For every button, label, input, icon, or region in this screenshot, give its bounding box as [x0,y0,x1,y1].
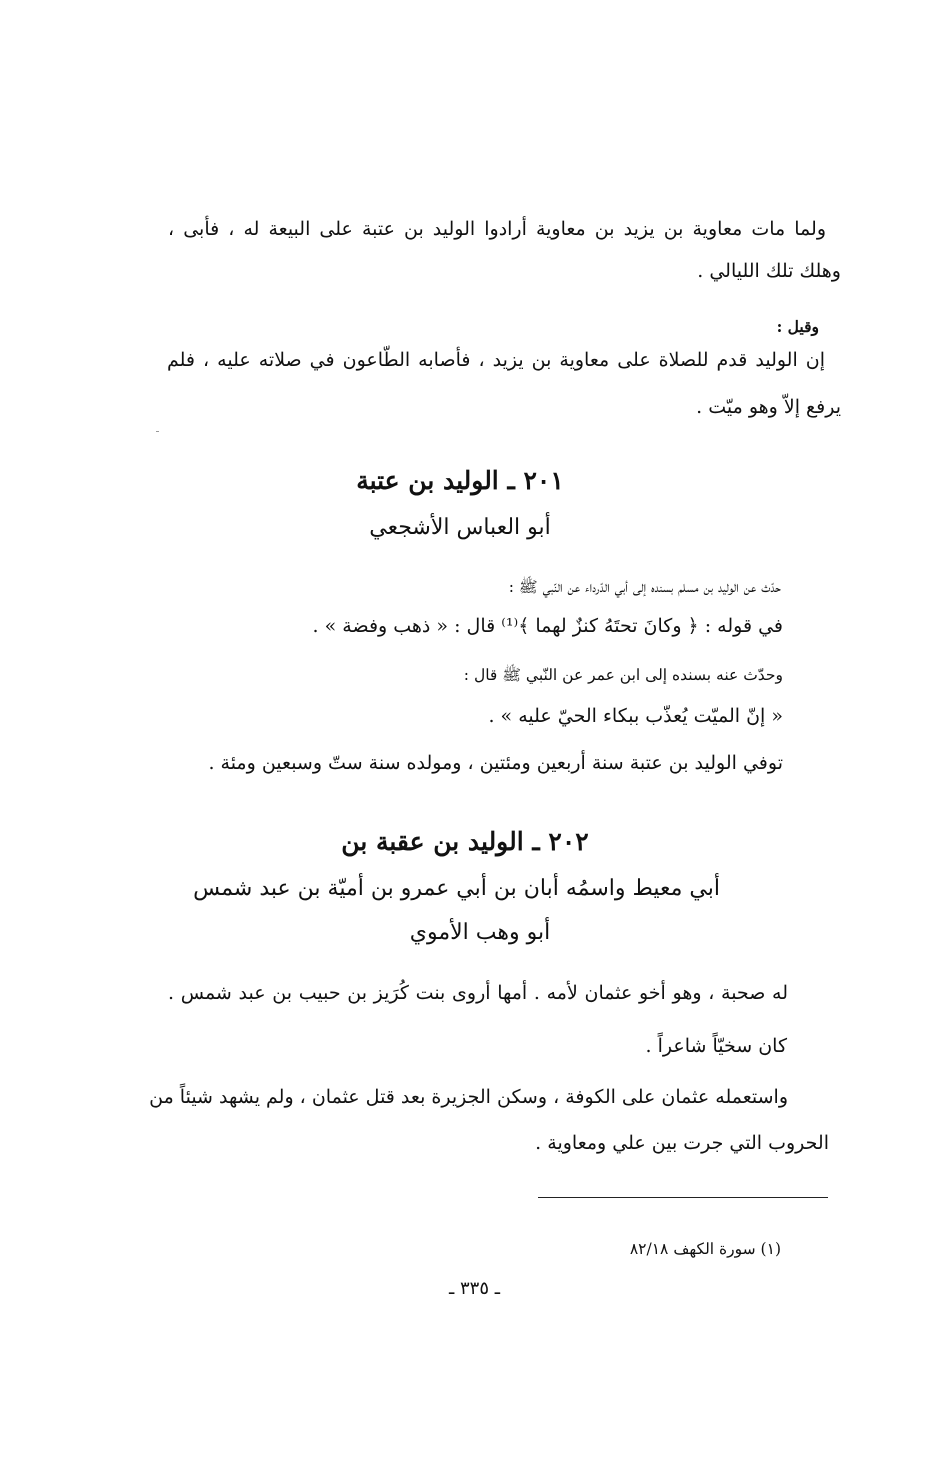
footnote: (١) سورة الكهف ٨٢/١٨ [629,1240,781,1258]
entry-201-line-2: في قوله : ﴿ وكانَ تحتَهُ كنزٌ لهما ﴾⁽¹⁾ قال : « ذهب وفضة » . [312,615,783,637]
entry-202-line-3: واستعمله عثمان على الكوفة ، وسكن الجزيرة بعد قتل عثمان ، ولم يشهد شيئاً من [149,1086,788,1108]
entry-202-subtitle-2: أبو وهب الأموي [409,920,551,945]
entry-201-line-4: « إنّ الميّت يُعذّب ببكاء الحيّ عليه » . [488,705,783,727]
entry-202-title: ٢٠٢ ـ الوليد بن عقبة بن [341,827,589,856]
entry-202-line-4: الحروب التي جرت بين علي ومعاوية . [535,1132,829,1154]
entry-202-subtitle-1: أبي معيط واسمُه أبان بن أبي عمرو بن أميّة بن عبد شمس [193,876,720,901]
footnote-separator [538,1197,828,1198]
page-number: ـ ٣٣٥ ـ [448,1278,500,1299]
entry-202-line-1: له صحبة ، وهو أخو عثمان لأمه . أمها أروى بنت كُرَيز بن حبيب بن عبد شمس . [168,982,788,1004]
entry-201-title: ٢٠١ ـ الوليد بن عتبة [356,466,564,495]
qila-line-1: إن الوليد قدم للصلاة على معاوية بن يزيد ، فأصابه الطّاعون في صلاته عليه ، فلم [167,349,825,371]
qila-line-2: يرفع إلاّ وهو ميّت . [696,396,841,418]
entry-202-line-2: كان سخيّاً شاعراً . [645,1035,787,1057]
paragraph-1-line-2: وهلك تلك الليالي . [697,260,841,282]
entry-201-line-1: حدّث عن الوليد بن مسلم بسنده إلى أبي الدّرداء عن النّبي ﷺ : [508,578,781,596]
qila-label: وقيل : [776,317,819,336]
entry-201-line-5: توفي الوليد بن عتبة سنة أربعين ومئتين ، ومولده سنة ستّ وسبعين ومئة . [208,752,783,774]
entry-201-line-3: وحدّث عنه بسنده إلى ابن عمر عن النّبي ﷺ قال : [463,666,783,684]
scan-mark [156,431,159,432]
paragraph-1-line-1: ولما مات معاوية بن يزيد بن معاوية أرادوا الوليد بن عتبة على البيعة له ، فأبى ، [168,218,826,240]
entry-201-subtitle: أبو العباس الأشجعي [369,515,551,540]
